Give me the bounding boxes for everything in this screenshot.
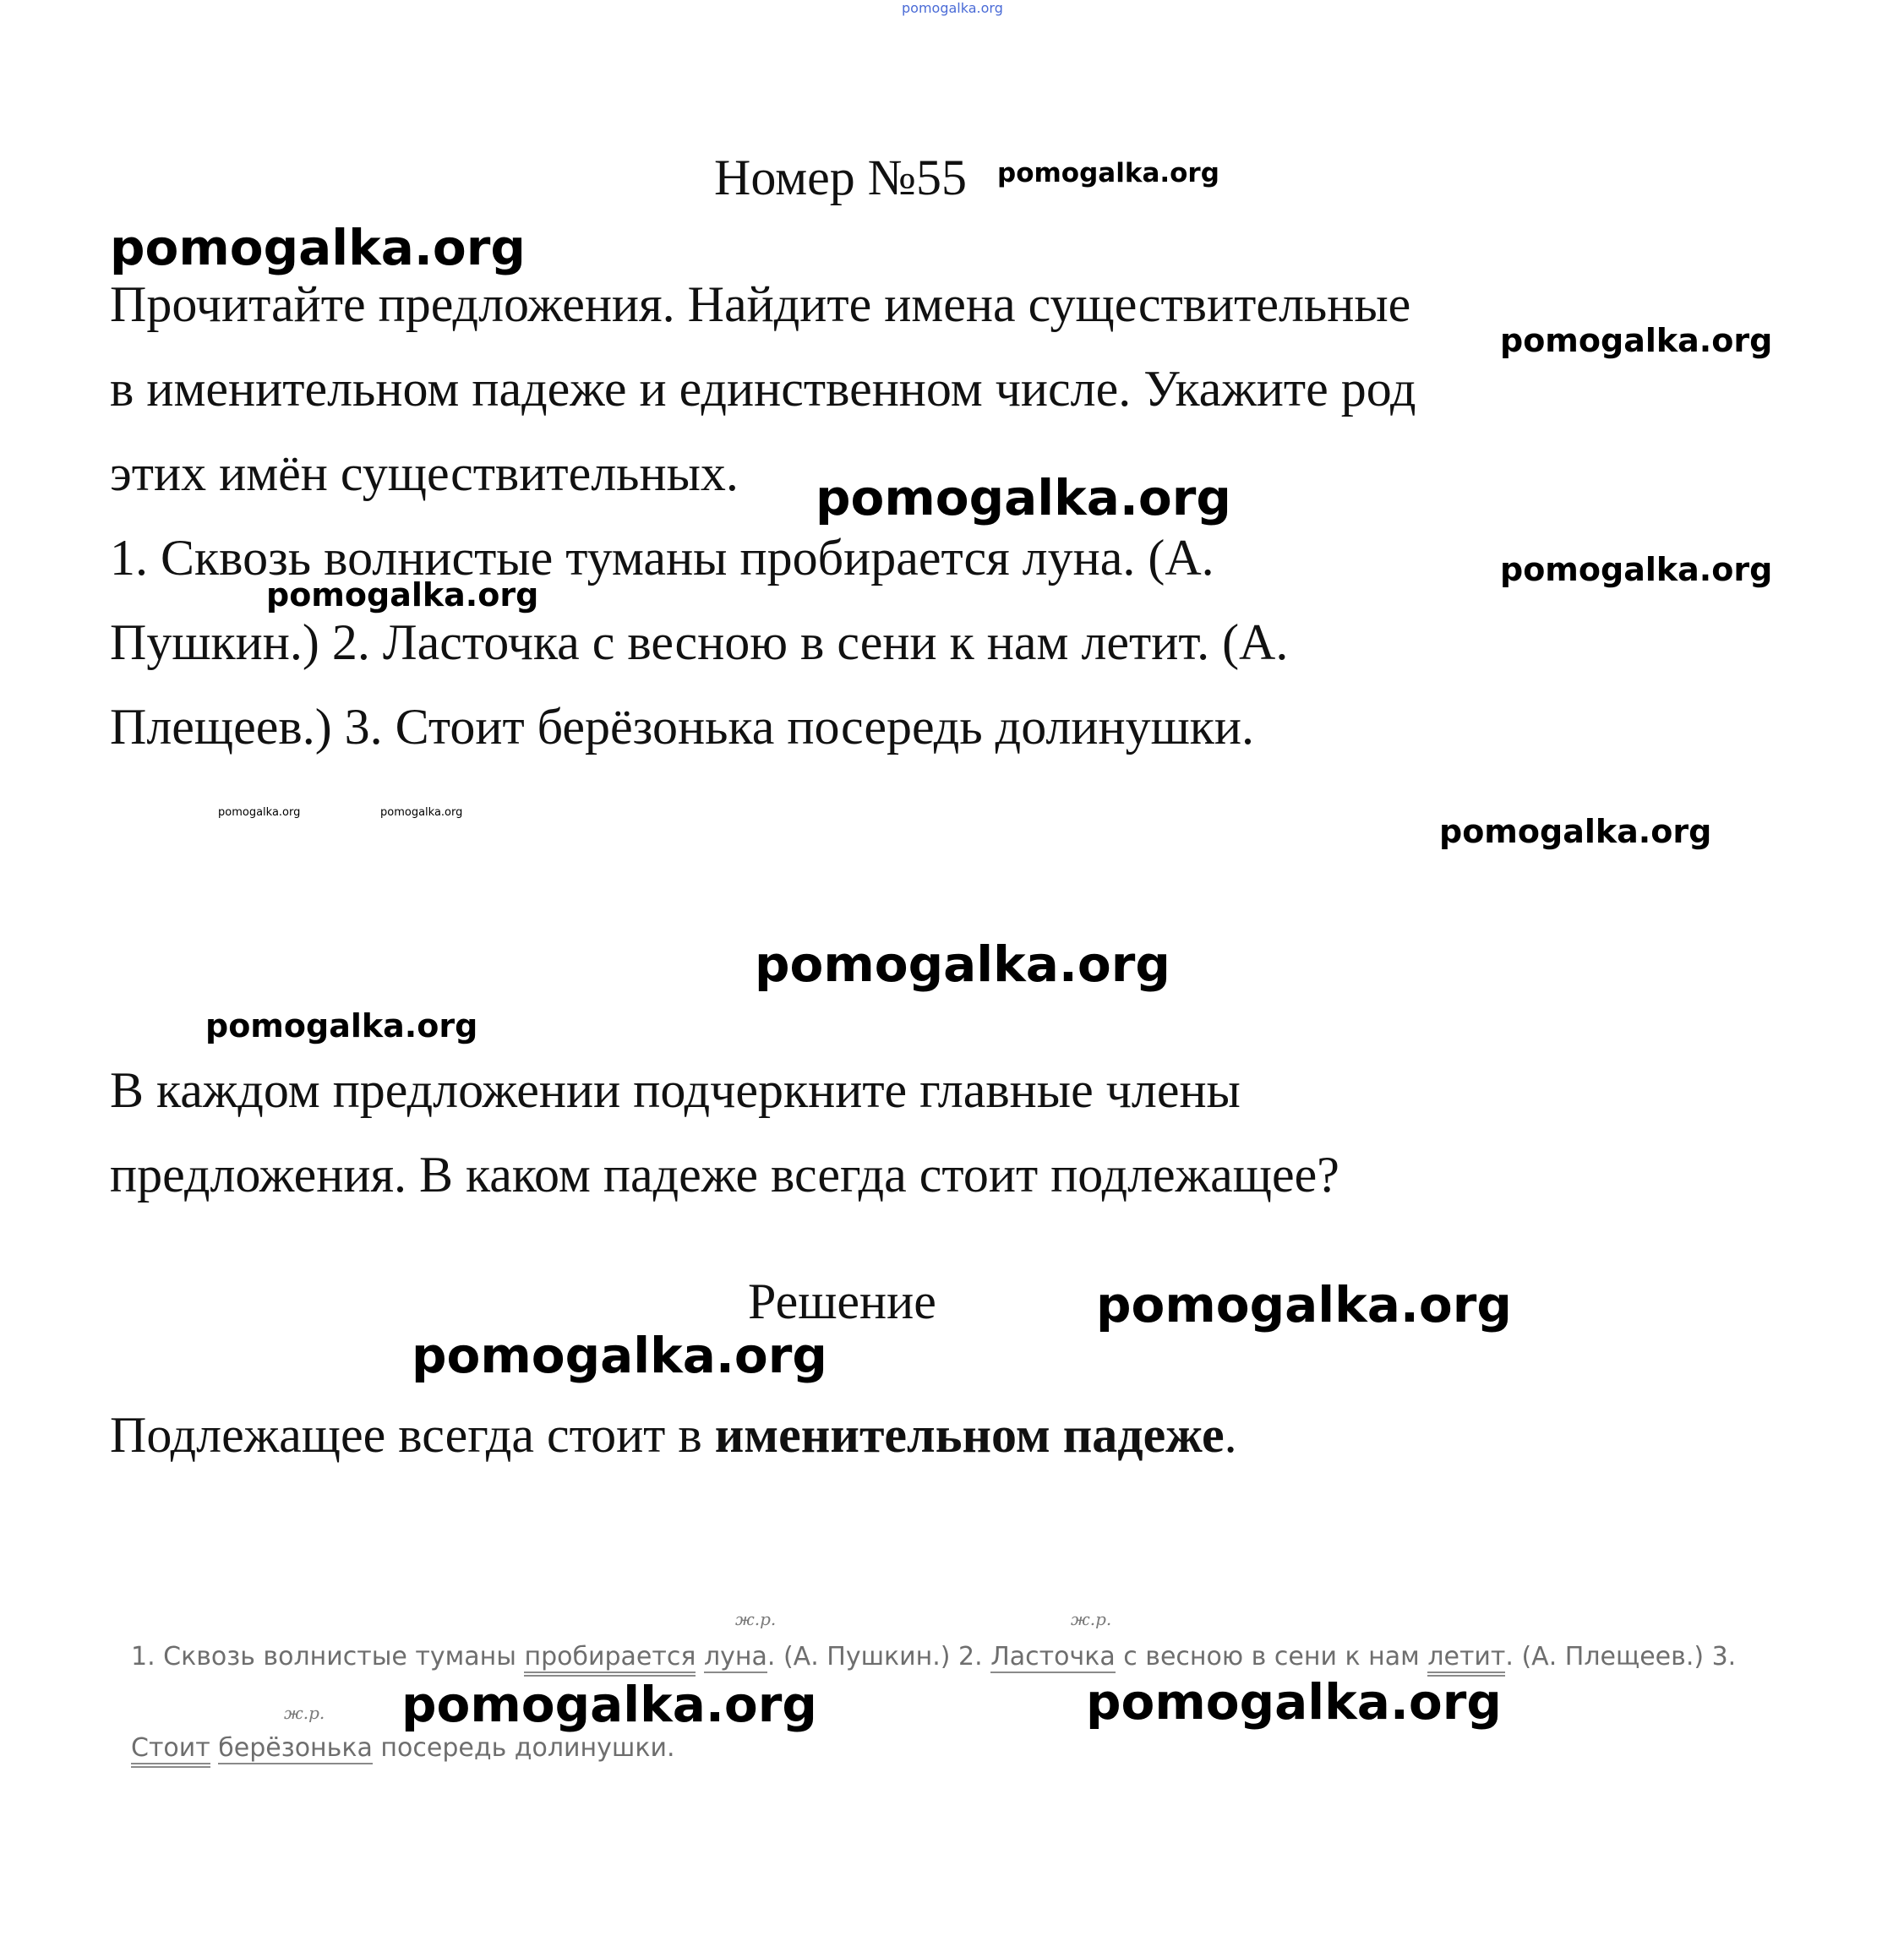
scan-text: посередь долинушки.	[372, 1733, 675, 1763]
watermark: pomogalka.org	[218, 806, 301, 819]
task2-line: предложения. В каком падеже всегда стоит подлежащее?	[110, 1147, 1339, 1203]
subject: луна	[703, 1642, 767, 1672]
watermark: pomogalka.org	[997, 158, 1219, 188]
predicate: Стоит	[131, 1733, 210, 1768]
page-title: Номер №55	[714, 150, 968, 205]
scan-text: . (А. Пушкин.) 2.	[767, 1642, 991, 1672]
task2-line: В каждом предложении подчеркните главные члены	[110, 1062, 1241, 1118]
watermark: pomogalka.org	[755, 935, 1170, 993]
watermark: pomogalka.org	[816, 469, 1231, 526]
watermark: pomogalka.org	[401, 1676, 817, 1733]
watermark: pomogalka.org	[1086, 1673, 1502, 1731]
scan-line-1	[131, 1644, 1736, 1670]
task1-line: 1. Сквозь волнистые туманы пробирается луна. (А.	[110, 530, 1214, 586]
solution-heading: Решение	[748, 1273, 936, 1329]
task2-text	[110, 1048, 1339, 1217]
watermark: pomogalka.org	[412, 1327, 827, 1384]
watermark: pomogalka.org	[266, 576, 539, 614]
watermark: pomogalka.org	[1096, 1276, 1512, 1333]
scan-text: с весною в сени к нам	[1115, 1642, 1428, 1672]
task1-line: Плещеев.) 3. Стоит берёзонька посередь долинушки.	[110, 699, 1255, 755]
task1-line: Прочитайте предложения. Найдите имена существительные	[110, 276, 1411, 332]
subject: Ласточка	[990, 1642, 1116, 1672]
watermark: pomogalka.org	[205, 1007, 478, 1044]
watermark-top: pomogalka.org	[902, 0, 1003, 16]
task1-text	[110, 262, 1416, 769]
answer-suffix: .	[1224, 1407, 1237, 1463]
task1-line: в именительном падеже и единственном числе. Укажите род	[110, 361, 1416, 417]
watermark: pomogalka.org	[380, 806, 463, 819]
predicate: пробирается	[524, 1642, 696, 1677]
gender-mark: ж.р.	[284, 1703, 325, 1723]
solution-answer	[110, 1407, 1237, 1463]
scan-text: . (А. Плещеев.) 3.	[1505, 1642, 1737, 1672]
gender-mark: ж.р.	[1071, 1609, 1112, 1629]
watermark: pomogalka.org	[1500, 551, 1773, 588]
subject: берёзонька	[218, 1733, 373, 1763]
gender-mark: ж.р.	[735, 1609, 777, 1629]
scan-text: 1. Сквозь волнистые туманы	[131, 1642, 525, 1672]
watermark: pomogalka.org	[1500, 322, 1773, 359]
watermark: pomogalka.org	[1439, 813, 1712, 850]
predicate: летит	[1427, 1642, 1505, 1677]
task1-line: этих имён существительных.	[110, 445, 739, 501]
task1-line: Пушкин.) 2. Ласточка с весною в сени к нам летит. (А.	[110, 614, 1289, 670]
answer-prefix: Подлежащее всегда стоит в	[110, 1407, 715, 1463]
watermark: pomogalka.org	[110, 219, 526, 276]
answer-bold: именительном падеже	[714, 1407, 1225, 1463]
scan-line-2	[131, 1733, 675, 1763]
